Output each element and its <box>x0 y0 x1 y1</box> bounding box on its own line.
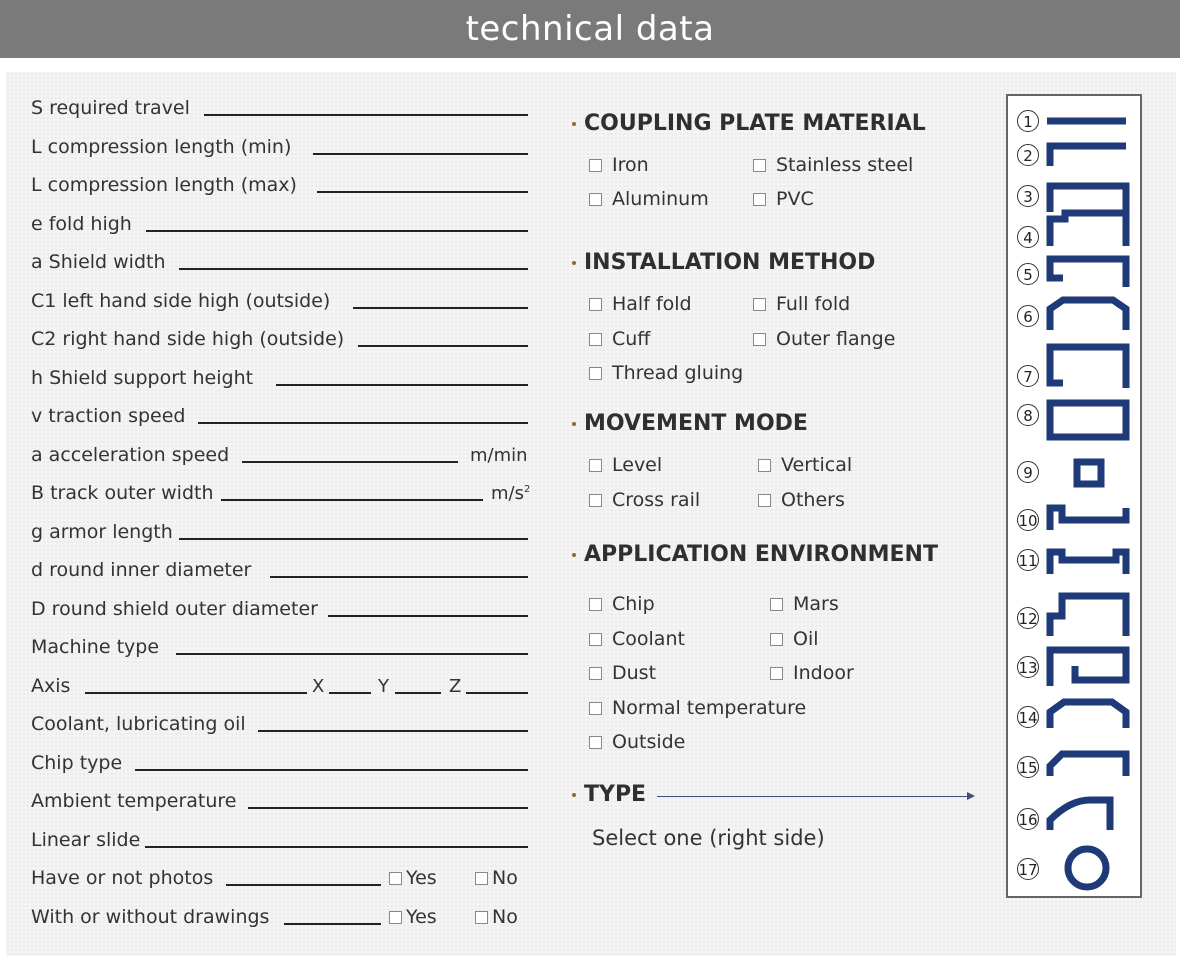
option-label: Mars <box>793 593 839 615</box>
type-number-2[interactable]: 2 <box>1017 144 1039 166</box>
type-number-12[interactable]: 12 <box>1017 607 1039 629</box>
type-number-17[interactable]: 17 <box>1017 858 1039 880</box>
yes-label: Yes <box>406 867 437 889</box>
option-label: Full fold <box>776 293 851 315</box>
profile-12-icon <box>1050 596 1126 636</box>
profile-6-icon <box>1050 300 1126 330</box>
option-label: Half fold <box>612 293 692 315</box>
type-number-7[interactable]: 7 <box>1017 365 1039 387</box>
profile-4-icon <box>1050 213 1126 246</box>
option-label: Coolant <box>612 628 685 650</box>
axis-y-label: Y <box>378 676 389 697</box>
no-label: No <box>492 867 518 889</box>
section-title: APPLICATION ENVIRONMENT <box>584 542 938 567</box>
axis-z-label: Z <box>449 676 462 697</box>
option-label: Outside <box>612 731 686 753</box>
row-label: Linear slide <box>31 829 141 851</box>
row-label: C2 right hand side high (outside) <box>31 328 345 350</box>
profile-7-icon <box>1050 347 1126 388</box>
no-label: No <box>492 906 518 928</box>
option-label: Level <box>612 454 663 476</box>
unit-label: m/min <box>470 445 528 466</box>
type-number-13[interactable]: 13 <box>1017 656 1039 678</box>
section-title: COUPLING PLATE MATERIAL <box>584 111 926 136</box>
profile-8-icon <box>1050 403 1126 437</box>
type-number-8[interactable]: 8 <box>1017 404 1039 426</box>
option-label: Cross rail <box>612 489 701 511</box>
section-title: INSTALLATION METHOD <box>584 250 876 275</box>
option-label: Aluminum <box>612 188 709 210</box>
profile-17-icon <box>1068 849 1106 887</box>
profile-13-icon <box>1050 650 1126 686</box>
row-label: S required travel <box>31 97 190 119</box>
type-number-9[interactable]: 9 <box>1017 461 1039 483</box>
row-label: D round shield outer diameter <box>31 598 318 620</box>
option-label: Outer flange <box>776 328 896 350</box>
type-number-14[interactable]: 14 <box>1017 706 1039 728</box>
row-label: Coolant, lubricating oil <box>31 713 246 735</box>
row-label: Machine type <box>31 636 160 658</box>
type-number-6[interactable]: 6 <box>1017 305 1039 327</box>
section-title: MOVEMENT MODE <box>584 411 808 436</box>
row-label: L compression length (min) <box>31 136 292 158</box>
unit-text: m/s <box>491 483 524 504</box>
type-number-4[interactable]: 4 <box>1017 226 1039 248</box>
option-label: PVC <box>776 188 814 210</box>
page-title: technical data <box>465 9 715 49</box>
type-number-3[interactable]: 3 <box>1017 185 1039 207</box>
type-number-11[interactable]: 11 <box>1017 549 1039 571</box>
profile-10-icon <box>1050 508 1126 530</box>
yes-label: Yes <box>406 906 437 928</box>
profile-2-icon <box>1050 146 1126 166</box>
option-label: Dust <box>612 662 657 684</box>
type-number-1[interactable]: 1 <box>1017 110 1039 132</box>
option-label: Thread gluing <box>612 362 744 384</box>
row-label: C1 left hand side high (outside) <box>31 290 331 312</box>
row-label: Axis <box>31 675 71 697</box>
row-label: a acceleration speed <box>31 444 230 466</box>
row-label: a Shield width <box>31 251 166 273</box>
row-label: g armor length <box>31 521 173 543</box>
option-label: Normal temperature <box>612 697 807 719</box>
type-number-10[interactable]: 10 <box>1017 509 1039 531</box>
profile-11-icon <box>1050 552 1126 574</box>
row-label: Ambient temperature <box>31 790 237 812</box>
profile-9-icon <box>1077 462 1101 484</box>
option-label: Iron <box>612 154 649 176</box>
type-number-15[interactable]: 15 <box>1017 756 1039 778</box>
option-label: Cuff <box>612 328 651 350</box>
profile-3-icon <box>1050 186 1126 212</box>
option-label: Indoor <box>793 662 854 684</box>
row-label: B track outer width <box>31 482 214 504</box>
axis-x-label: X <box>312 676 325 697</box>
type-number-16[interactable]: 16 <box>1017 808 1039 830</box>
row-label: Have or not photos <box>31 867 214 889</box>
row-label: With or without drawings <box>31 906 270 928</box>
profile-14-icon <box>1050 702 1126 728</box>
profile-5-icon <box>1050 259 1126 287</box>
row-label: Chip type <box>31 752 123 774</box>
type-number-5[interactable]: 5 <box>1017 263 1039 285</box>
row-label: h Shield support height <box>31 367 254 389</box>
option-label: Oil <box>793 628 819 650</box>
profile-16-icon <box>1050 800 1110 830</box>
option-label: Stainless steel <box>776 154 914 176</box>
profile-15-icon <box>1050 754 1126 776</box>
option-label: Others <box>781 489 845 511</box>
section-title: TYPE <box>584 782 647 807</box>
row-label: v traction speed <box>31 405 186 427</box>
option-label: Vertical <box>781 454 853 476</box>
row-label: e fold high <box>31 213 132 235</box>
type-note: Select one (right side) <box>592 826 825 850</box>
row-label: L compression length (max) <box>31 174 297 196</box>
row-label: d round inner diameter <box>31 559 252 581</box>
unit-sup: 2 <box>523 484 531 495</box>
option-label: Chip <box>612 593 655 615</box>
